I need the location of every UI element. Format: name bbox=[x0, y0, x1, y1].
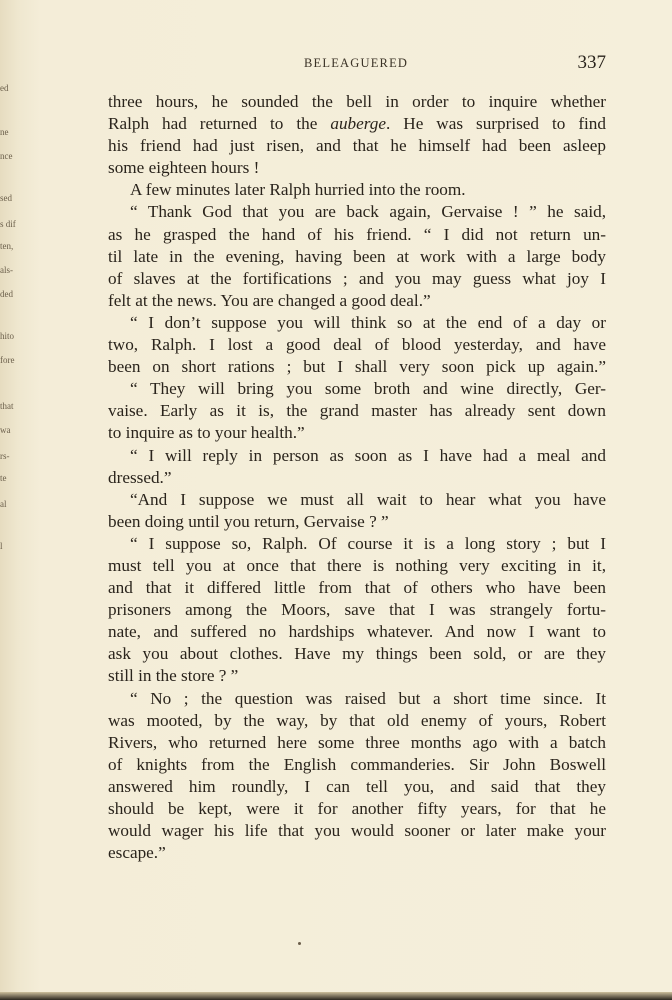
text-line: would wager his life that you would sooner or later make your bbox=[108, 821, 606, 841]
text-line: vaise. Early as it is, the grand master has already sent down bbox=[108, 401, 606, 421]
text-line: his friend had just risen, and that he himself had been asleep bbox=[108, 136, 606, 156]
footer-mark bbox=[298, 942, 301, 945]
margin-fragment: nce bbox=[0, 151, 13, 161]
text-line: been doing until you return, Gervaise ? ” bbox=[108, 511, 389, 531]
facing-page-bleed bbox=[0, 60, 14, 600]
text-line: some eighteen hours ! bbox=[108, 158, 260, 178]
text-line: “ I suppose so, Ralph. Of course it is a long story ; but I bbox=[130, 533, 606, 553]
margin-fragment: sed bbox=[0, 193, 12, 203]
text-line: of slaves at the fortifications ; and you may guess what joy I bbox=[108, 268, 606, 288]
margin-fragment: te bbox=[0, 473, 7, 483]
text-line: “ I don’t suppose you will think so at the end of a day or bbox=[130, 312, 606, 332]
text-line: felt at the news. You are changed a good deal.” bbox=[108, 290, 431, 310]
margin-fragment: s dif bbox=[0, 219, 16, 229]
margin-fragment: ded bbox=[0, 289, 13, 299]
text-line: A few minutes later Ralph hurried into the room. bbox=[130, 180, 466, 200]
text-line: to inquire as to your health.” bbox=[108, 423, 305, 443]
margin-fragment: l bbox=[0, 541, 3, 551]
text-line: escape.” bbox=[108, 843, 166, 863]
text-line: still in the store ? ” bbox=[108, 666, 239, 686]
text-line: as he grasped the hand of his friend. “ I did not return un- bbox=[108, 224, 606, 244]
margin-fragment: als- bbox=[0, 265, 13, 275]
text-line: nate, and suffered no hardships whatever. And now I want to bbox=[108, 622, 606, 642]
italic-word: auberge bbox=[330, 114, 387, 134]
text-line: “And I suppose we must all wait to hear what you have bbox=[130, 489, 606, 509]
text-line: and that it differed little from that of others who have been bbox=[108, 578, 606, 598]
text-line: ask you about clothes. Have my things been sold, or are they bbox=[108, 644, 606, 664]
page-number: 337 bbox=[577, 52, 606, 73]
text-line: dressed.” bbox=[108, 467, 172, 487]
text-line: must tell you at once that there is nothing very exciting in it, bbox=[108, 555, 606, 575]
text-line: answered him roundly, I can tell you, and said that they bbox=[108, 776, 606, 796]
margin-fragment: hito bbox=[0, 331, 15, 341]
margin-fragment: ne bbox=[0, 127, 9, 137]
text-line: should be kept, were it for another fifty years, for that he bbox=[108, 799, 606, 818]
page-header bbox=[108, 52, 606, 74]
running-head: BELEAGUERED bbox=[304, 56, 409, 70]
margin-fragment: fore bbox=[0, 355, 15, 365]
margin-fragment: rs- bbox=[0, 451, 10, 461]
text-line: two, Ralph. I lost a good deal of blood yesterday, and have bbox=[108, 335, 606, 355]
margin-fragment: wa bbox=[0, 425, 11, 435]
page-bottom-edge bbox=[0, 992, 672, 1000]
margin-fragment: that bbox=[0, 401, 14, 411]
text-line: Rivers, who returned here some three months ago with a batch bbox=[108, 732, 606, 752]
margin-fragment: ed bbox=[0, 83, 9, 93]
margin-fragment: al bbox=[0, 499, 7, 509]
text-line: “ I will reply in person as soon as I have had a meal and bbox=[130, 445, 606, 465]
text-line: was mooted, by the way, by that old enemy of yours, Robert bbox=[108, 710, 606, 730]
body-text bbox=[108, 91, 606, 864]
text-line: three hours, he sounded the bell in order to inquire whether bbox=[108, 92, 606, 111]
text-line: “ Thank God that you are back again, Gervaise ! ” he said, bbox=[130, 202, 606, 222]
margin-fragment: ten, bbox=[0, 241, 14, 251]
text-line: “ They will bring you some broth and wine directly, Ger- bbox=[130, 379, 606, 399]
text-line: til late in the evening, having been at work with a large body bbox=[108, 246, 606, 266]
text-line: prisoners among the Moors, save that I was strangely fortu- bbox=[108, 600, 606, 620]
text-line: of knights from the English commanderies. Sir John Boswell bbox=[108, 754, 606, 774]
text-line: Ralph had returned to the auberge. He was surprised to find bbox=[108, 114, 606, 134]
text-line: been on short rations ; but I shall very soon pick up again.” bbox=[108, 357, 606, 377]
text-line: “ No ; the question was raised but a short time since. It bbox=[130, 688, 606, 708]
